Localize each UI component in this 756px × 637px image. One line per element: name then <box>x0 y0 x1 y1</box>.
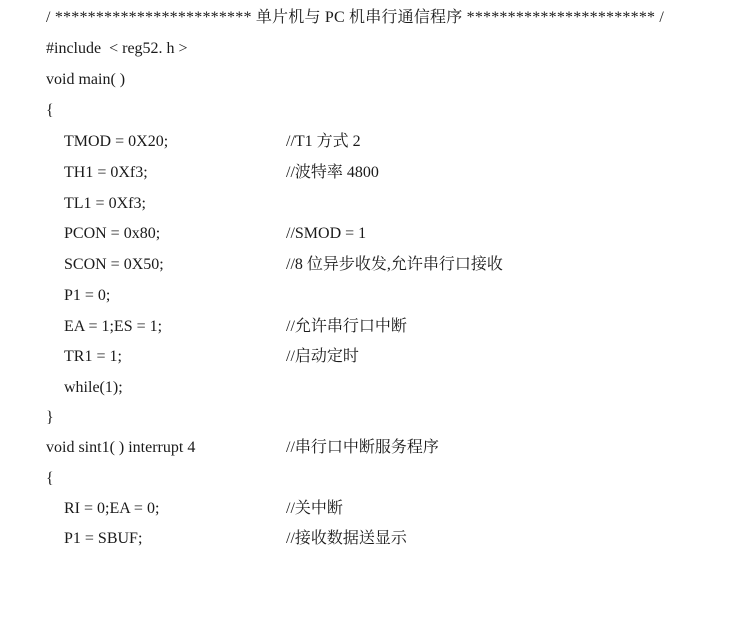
code-text: TL1 = 0Xf3; <box>64 195 146 212</box>
code-text: RI = 0;EA = 0; <box>64 500 160 517</box>
code-line <box>0 128 756 156</box>
code-text: SCON = 0X50; <box>64 256 164 273</box>
code-comment: //8 位异步收发,允许串行口接收 <box>286 256 503 273</box>
code-line <box>0 465 756 493</box>
code-line <box>0 66 756 94</box>
code-comment: //波特率 4800 <box>286 164 379 181</box>
code-text: PCON = 0x80; <box>64 225 161 242</box>
code-comment: //启动定时 <box>286 348 359 365</box>
code-text: void main( ) <box>46 71 126 88</box>
code-line <box>0 313 756 341</box>
code-line <box>0 404 756 432</box>
code-text: TR1 = 1; <box>64 348 122 365</box>
code-text: } <box>46 409 54 426</box>
code-line <box>0 374 756 402</box>
code-line <box>0 251 756 279</box>
code-text: P1 = SBUF; <box>64 530 143 547</box>
code-line <box>0 282 756 310</box>
code-text: { <box>46 470 54 487</box>
code-text: void sint1( ) interrupt 4 <box>46 439 196 456</box>
code-comment: //T1 方式 2 <box>286 133 361 150</box>
code-line <box>0 35 756 63</box>
code-comment: //SMOD = 1 <box>286 225 367 242</box>
code-text: TMOD = 0X20; <box>64 133 169 150</box>
code-line <box>0 97 756 125</box>
code-line <box>0 159 756 187</box>
code-comment: //关中断 <box>286 500 343 517</box>
code-text: EA = 1;ES = 1; <box>64 318 163 335</box>
code-text: TH1 = 0Xf3; <box>64 164 148 181</box>
title-line <box>0 4 756 32</box>
code-comment: //串行口中断服务程序 <box>286 439 439 456</box>
code-line <box>0 220 756 248</box>
code-text: while(1); <box>64 379 123 396</box>
code-line <box>0 434 756 462</box>
code-line <box>0 525 756 553</box>
code-text: { <box>46 102 54 119</box>
code-text: P1 = 0; <box>64 287 111 304</box>
code-comment: //接收数据送显示 <box>286 530 407 547</box>
code-line <box>0 343 756 371</box>
title-text: / ************************ 单片机与 PC 机串行通信程序 *********************** / <box>46 9 665 26</box>
code-text: #include < reg52. h > <box>46 40 188 57</box>
code-line <box>0 495 756 523</box>
code-comment: //允许串行口中断 <box>286 318 407 335</box>
code-line <box>0 190 756 218</box>
